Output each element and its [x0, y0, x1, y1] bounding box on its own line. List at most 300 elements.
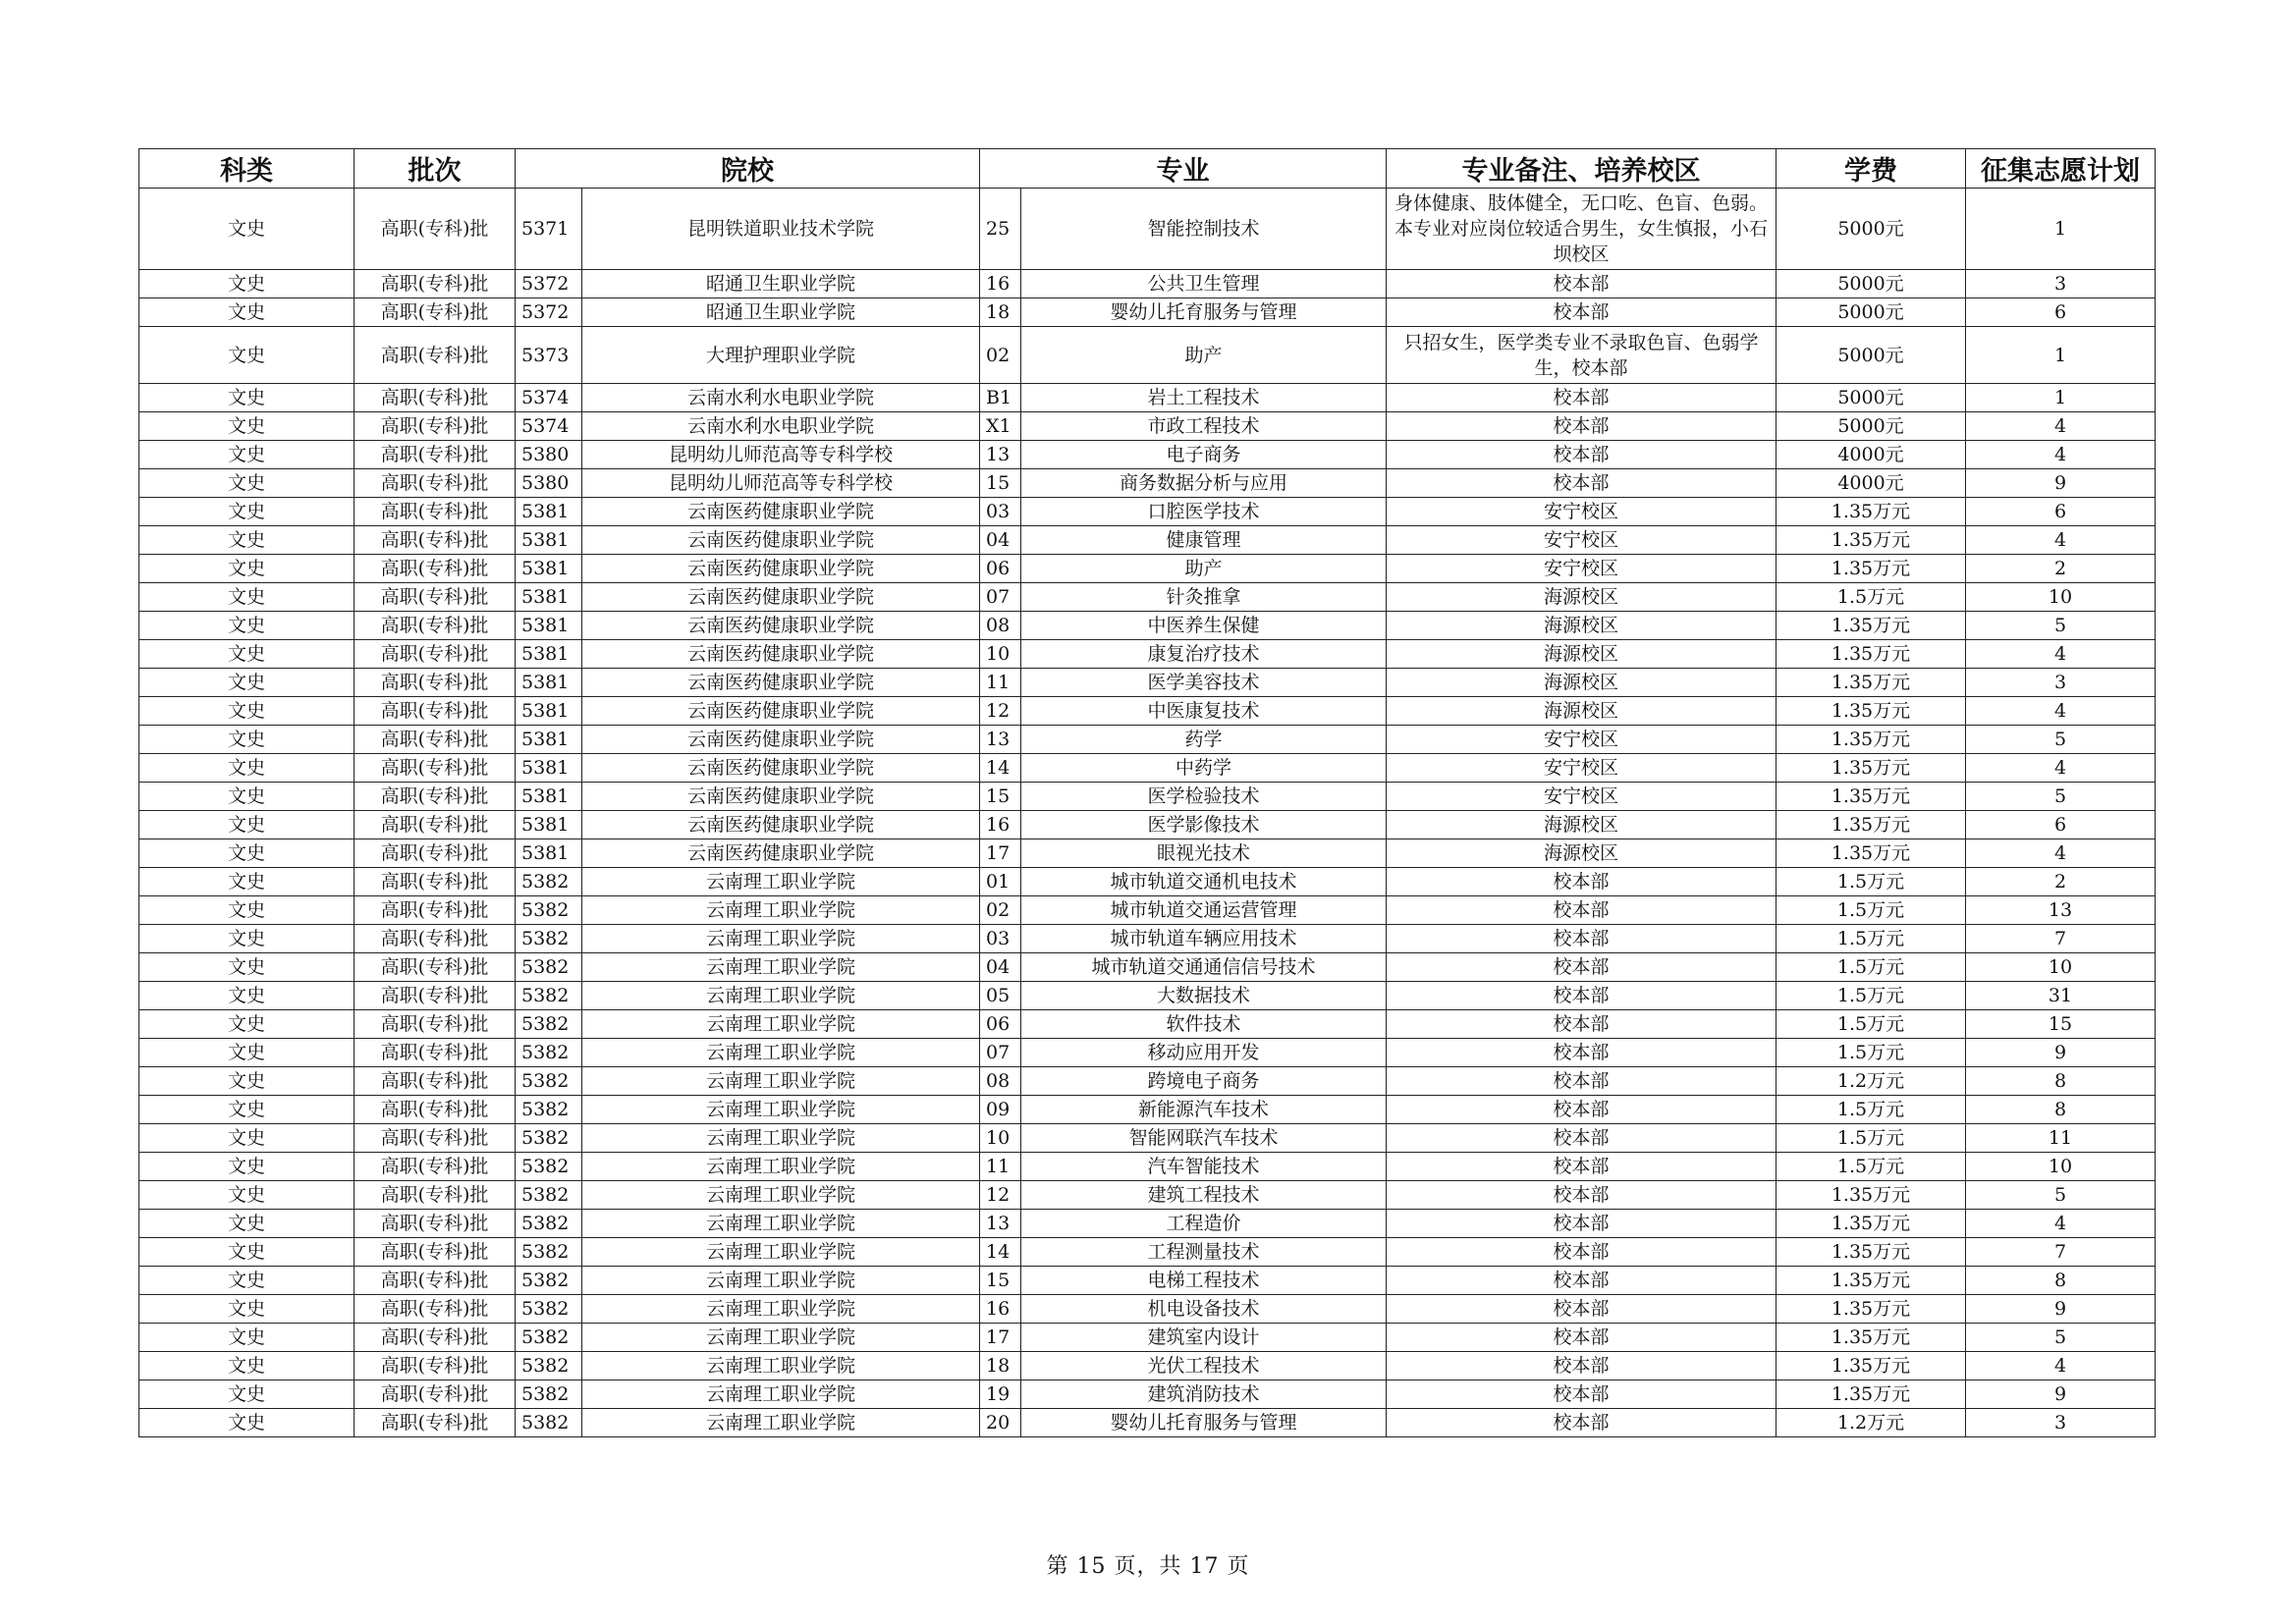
cell-category: 文史: [139, 1267, 355, 1295]
cell-tuition: 1.35万元: [1777, 839, 1966, 868]
cell-school-code: 5380: [516, 441, 582, 469]
table-header-row: [139, 149, 2156, 189]
cell-plan-count: 10: [1966, 1153, 2156, 1181]
cell-tuition: 1.5万元: [1777, 896, 1966, 925]
cell-major-code: 15: [980, 1267, 1021, 1295]
cell-batch: 高职(专科)批: [355, 669, 516, 697]
cell-school-code: 5382: [516, 1124, 582, 1153]
cell-batch: 高职(专科)批: [355, 1010, 516, 1039]
table-body: [139, 189, 2156, 1437]
cell-school-name: 云南理工职业学院: [582, 1380, 980, 1409]
cell-major-name: 城市轨道交通运营管理: [1021, 896, 1387, 925]
cell-school-name: 云南理工职业学院: [582, 1124, 980, 1153]
cell-school-name: 云南理工职业学院: [582, 1153, 980, 1181]
cell-major-name: 城市轨道车辆应用技术: [1021, 925, 1387, 953]
cell-school-code: 5381: [516, 697, 582, 726]
table-row: [139, 754, 2156, 783]
cell-category: 文史: [139, 868, 355, 896]
cell-major-name: 康复治疗技术: [1021, 640, 1387, 669]
cell-notes-campus: 安宁校区: [1387, 754, 1777, 783]
cell-notes-campus: 海源校区: [1387, 839, 1777, 868]
cell-school-code: 5381: [516, 811, 582, 839]
cell-batch: 高职(专科)批: [355, 1324, 516, 1352]
cell-plan-count: 8: [1966, 1067, 2156, 1096]
cell-major-code: 08: [980, 1067, 1021, 1096]
cell-notes-campus: 安宁校区: [1387, 726, 1777, 754]
cell-plan-count: 3: [1966, 270, 2156, 298]
cell-school-code: 5382: [516, 1181, 582, 1210]
cell-school-code: 5374: [516, 384, 582, 412]
cell-school-code: 5382: [516, 1267, 582, 1295]
cell-tuition: 1.35万元: [1777, 1210, 1966, 1238]
cell-major-code: X1: [980, 412, 1021, 441]
cell-school-code: 5373: [516, 327, 582, 384]
cell-school-code: 5381: [516, 839, 582, 868]
cell-major-code: 13: [980, 1210, 1021, 1238]
cell-school-name: 昆明铁道职业技术学院: [582, 189, 980, 270]
cell-tuition: 1.5万元: [1777, 583, 1966, 612]
cell-category: 文史: [139, 1409, 355, 1437]
cell-major-name: 汽车智能技术: [1021, 1153, 1387, 1181]
cell-notes-campus: 校本部: [1387, 1124, 1777, 1153]
cell-major-code: 09: [980, 1096, 1021, 1124]
cell-major-code: 17: [980, 839, 1021, 868]
cell-school-name: 云南理工职业学院: [582, 1295, 980, 1324]
cell-notes-campus: 身体健康、肢体健全，无口吃、色盲、色弱。本专业对应岗位较适合男生，女生慎报，小石坝校区: [1387, 189, 1777, 270]
cell-major-name: 商务数据分析与应用: [1021, 469, 1387, 498]
cell-batch: 高职(专科)批: [355, 982, 516, 1010]
cell-major-code: 16: [980, 811, 1021, 839]
cell-major-code: 06: [980, 1010, 1021, 1039]
cell-major-code: 25: [980, 189, 1021, 270]
cell-plan-count: 31: [1966, 982, 2156, 1010]
table-row: [139, 526, 2156, 555]
cell-tuition: 1.5万元: [1777, 1124, 1966, 1153]
cell-batch: 高职(专科)批: [355, 441, 516, 469]
cell-school-name: 云南医药健康职业学院: [582, 726, 980, 754]
table-row: [139, 441, 2156, 469]
cell-school-name: 云南理工职业学院: [582, 868, 980, 896]
table-row: [139, 669, 2156, 697]
table-row: [139, 1409, 2156, 1437]
cell-major-code: 12: [980, 1181, 1021, 1210]
table-row: [139, 327, 2156, 384]
cell-major-name: 大数据技术: [1021, 982, 1387, 1010]
cell-category: 文史: [139, 1238, 355, 1267]
cell-plan-count: 13: [1966, 896, 2156, 925]
cell-notes-campus: 只招女生，医学类专业不录取色盲、色弱学生，校本部: [1387, 327, 1777, 384]
cell-category: 文史: [139, 1096, 355, 1124]
cell-major-code: 07: [980, 1039, 1021, 1067]
cell-batch: 高职(专科)批: [355, 1238, 516, 1267]
cell-category: 文史: [139, 384, 355, 412]
cell-category: 文史: [139, 498, 355, 526]
cell-batch: 高职(专科)批: [355, 1181, 516, 1210]
table-row: [139, 189, 2156, 270]
table-row: [139, 953, 2156, 982]
cell-major-name: 市政工程技术: [1021, 412, 1387, 441]
cell-school-name: 云南理工职业学院: [582, 982, 980, 1010]
table-row: [139, 1067, 2156, 1096]
cell-school-name: 云南理工职业学院: [582, 1067, 980, 1096]
cell-school-code: 5382: [516, 1295, 582, 1324]
cell-category: 文史: [139, 526, 355, 555]
cell-major-name: 中医养生保健: [1021, 612, 1387, 640]
cell-category: 文史: [139, 896, 355, 925]
cell-school-code: 5382: [516, 1380, 582, 1409]
cell-major-code: 06: [980, 555, 1021, 583]
cell-plan-count: 8: [1966, 1267, 2156, 1295]
cell-major-name: 光伏工程技术: [1021, 1352, 1387, 1380]
cell-notes-campus: 校本部: [1387, 1067, 1777, 1096]
cell-batch: 高职(专科)批: [355, 583, 516, 612]
cell-batch: 高职(专科)批: [355, 384, 516, 412]
header-plan: 征集志愿计划: [1966, 149, 2156, 189]
cell-batch: 高职(专科)批: [355, 925, 516, 953]
cell-tuition: 1.35万元: [1777, 1238, 1966, 1267]
cell-batch: 高职(专科)批: [355, 270, 516, 298]
cell-tuition: 5000元: [1777, 327, 1966, 384]
cell-school-code: 5371: [516, 189, 582, 270]
cell-major-code: 05: [980, 982, 1021, 1010]
cell-notes-campus: 校本部: [1387, 412, 1777, 441]
cell-notes-campus: 校本部: [1387, 1380, 1777, 1409]
cell-major-name: 城市轨道交通通信信号技术: [1021, 953, 1387, 982]
table-row: [139, 726, 2156, 754]
cell-school-name: 云南理工职业学院: [582, 1352, 980, 1380]
cell-school-code: 5381: [516, 612, 582, 640]
cell-batch: 高职(专科)批: [355, 1039, 516, 1067]
cell-plan-count: 10: [1966, 583, 2156, 612]
header-tuition: 学费: [1777, 149, 1966, 189]
cell-major-name: 口腔医学技术: [1021, 498, 1387, 526]
cell-notes-campus: 校本部: [1387, 953, 1777, 982]
cell-school-code: 5382: [516, 1010, 582, 1039]
cell-school-code: 5381: [516, 726, 582, 754]
cell-major-name: 助产: [1021, 555, 1387, 583]
cell-school-name: 昆明幼儿师范高等专科学校: [582, 441, 980, 469]
cell-major-name: 城市轨道交通机电技术: [1021, 868, 1387, 896]
cell-major-code: 14: [980, 754, 1021, 783]
cell-major-name: 助产: [1021, 327, 1387, 384]
table-row: [139, 982, 2156, 1010]
cell-major-name: 建筑工程技术: [1021, 1181, 1387, 1210]
cell-school-name: 大理护理职业学院: [582, 327, 980, 384]
cell-category: 文史: [139, 555, 355, 583]
cell-tuition: 1.35万元: [1777, 1324, 1966, 1352]
table-row: [139, 298, 2156, 327]
cell-major-code: 03: [980, 498, 1021, 526]
cell-major-name: 医学美容技术: [1021, 669, 1387, 697]
cell-batch: 高职(专科)批: [355, 811, 516, 839]
cell-tuition: 1.5万元: [1777, 982, 1966, 1010]
cell-plan-count: 4: [1966, 754, 2156, 783]
cell-major-name: 公共卫生管理: [1021, 270, 1387, 298]
cell-school-name: 云南理工职业学院: [582, 1010, 980, 1039]
cell-plan-count: 7: [1966, 925, 2156, 953]
cell-major-code: 01: [980, 868, 1021, 896]
cell-major-name: 智能控制技术: [1021, 189, 1387, 270]
cell-batch: 高职(专科)批: [355, 1380, 516, 1409]
cell-notes-campus: 安宁校区: [1387, 526, 1777, 555]
cell-category: 文史: [139, 469, 355, 498]
cell-category: 文史: [139, 640, 355, 669]
cell-school-code: 5382: [516, 1096, 582, 1124]
table-row: [139, 583, 2156, 612]
cell-major-code: 10: [980, 640, 1021, 669]
cell-plan-count: 15: [1966, 1010, 2156, 1039]
table-row: [139, 925, 2156, 953]
cell-plan-count: 4: [1966, 526, 2156, 555]
cell-batch: 高职(专科)批: [355, 1409, 516, 1437]
cell-category: 文史: [139, 1324, 355, 1352]
cell-school-code: 5372: [516, 270, 582, 298]
cell-notes-campus: 安宁校区: [1387, 498, 1777, 526]
admission-plan-table: [138, 148, 2156, 1437]
cell-school-name: 昭通卫生职业学院: [582, 270, 980, 298]
cell-notes-campus: 校本部: [1387, 1153, 1777, 1181]
cell-school-code: 5382: [516, 868, 582, 896]
cell-tuition: 1.5万元: [1777, 1039, 1966, 1067]
cell-major-name: 软件技术: [1021, 1010, 1387, 1039]
cell-major-code: 16: [980, 1295, 1021, 1324]
cell-major-name: 岩土工程技术: [1021, 384, 1387, 412]
cell-notes-campus: 校本部: [1387, 384, 1777, 412]
cell-tuition: 1.5万元: [1777, 953, 1966, 982]
cell-major-code: 11: [980, 669, 1021, 697]
cell-batch: 高职(专科)批: [355, 783, 516, 811]
cell-category: 文史: [139, 1153, 355, 1181]
cell-major-code: 07: [980, 583, 1021, 612]
table-row: [139, 384, 2156, 412]
cell-batch: 高职(专科)批: [355, 555, 516, 583]
cell-school-code: 5382: [516, 1210, 582, 1238]
cell-category: 文史: [139, 754, 355, 783]
cell-school-name: 云南理工职业学院: [582, 1267, 980, 1295]
cell-batch: 高职(专科)批: [355, 1352, 516, 1380]
cell-school-code: 5382: [516, 1153, 582, 1181]
table-row: [139, 1039, 2156, 1067]
cell-category: 文史: [139, 1067, 355, 1096]
cell-tuition: 1.5万元: [1777, 1010, 1966, 1039]
cell-major-name: 建筑室内设计: [1021, 1324, 1387, 1352]
cell-notes-campus: 安宁校区: [1387, 555, 1777, 583]
cell-category: 文史: [139, 697, 355, 726]
cell-batch: 高职(专科)批: [355, 953, 516, 982]
table-row: [139, 469, 2156, 498]
cell-category: 文史: [139, 1380, 355, 1409]
cell-major-code: 04: [980, 526, 1021, 555]
cell-major-code: 16: [980, 270, 1021, 298]
cell-batch: 高职(专科)批: [355, 327, 516, 384]
cell-notes-campus: 校本部: [1387, 982, 1777, 1010]
cell-school-name: 云南理工职业学院: [582, 1324, 980, 1352]
cell-plan-count: 4: [1966, 1352, 2156, 1380]
cell-school-name: 云南医药健康职业学院: [582, 555, 980, 583]
cell-tuition: 1.35万元: [1777, 726, 1966, 754]
cell-major-name: 移动应用开发: [1021, 1039, 1387, 1067]
cell-plan-count: 11: [1966, 1124, 2156, 1153]
cell-batch: 高职(专科)批: [355, 839, 516, 868]
cell-school-name: 云南医药健康职业学院: [582, 526, 980, 555]
table-row: [139, 1295, 2156, 1324]
cell-batch: 高职(专科)批: [355, 1267, 516, 1295]
cell-notes-campus: 校本部: [1387, 868, 1777, 896]
cell-notes-campus: 校本部: [1387, 925, 1777, 953]
cell-batch: 高职(专科)批: [355, 896, 516, 925]
cell-category: 文史: [139, 839, 355, 868]
cell-major-code: 02: [980, 327, 1021, 384]
cell-tuition: 1.35万元: [1777, 697, 1966, 726]
cell-major-name: 眼视光技术: [1021, 839, 1387, 868]
cell-plan-count: 6: [1966, 298, 2156, 327]
table-row: [139, 555, 2156, 583]
cell-school-code: 5380: [516, 469, 582, 498]
cell-school-name: 云南医药健康职业学院: [582, 669, 980, 697]
cell-notes-campus: 校本部: [1387, 1096, 1777, 1124]
cell-notes-campus: 海源校区: [1387, 640, 1777, 669]
cell-plan-count: 1: [1966, 327, 2156, 384]
cell-school-name: 云南理工职业学院: [582, 1409, 980, 1437]
cell-school-name: 云南医药健康职业学院: [582, 754, 980, 783]
table-row: [139, 697, 2156, 726]
cell-major-name: 工程造价: [1021, 1210, 1387, 1238]
table-row: [139, 1096, 2156, 1124]
cell-plan-count: 10: [1966, 953, 2156, 982]
cell-category: 文史: [139, 1039, 355, 1067]
cell-major-name: 机电设备技术: [1021, 1295, 1387, 1324]
cell-school-code: 5381: [516, 555, 582, 583]
cell-tuition: 1.35万元: [1777, 811, 1966, 839]
cell-major-name: 工程测量技术: [1021, 1238, 1387, 1267]
cell-category: 文史: [139, 1010, 355, 1039]
cell-plan-count: 4: [1966, 441, 2156, 469]
cell-school-code: 5381: [516, 754, 582, 783]
cell-notes-campus: 校本部: [1387, 1210, 1777, 1238]
cell-tuition: 1.2万元: [1777, 1409, 1966, 1437]
cell-school-code: 5382: [516, 1324, 582, 1352]
cell-school-name: 云南理工职业学院: [582, 1238, 980, 1267]
cell-major-name: 婴幼儿托育服务与管理: [1021, 1409, 1387, 1437]
cell-major-code: 10: [980, 1124, 1021, 1153]
header-school: 院校: [516, 149, 980, 189]
cell-batch: 高职(专科)批: [355, 298, 516, 327]
cell-tuition: 1.5万元: [1777, 925, 1966, 953]
cell-batch: 高职(专科)批: [355, 526, 516, 555]
cell-major-name: 电梯工程技术: [1021, 1267, 1387, 1295]
cell-notes-campus: 校本部: [1387, 469, 1777, 498]
cell-school-name: 云南理工职业学院: [582, 1181, 980, 1210]
cell-tuition: 1.35万元: [1777, 669, 1966, 697]
table-row: [139, 1010, 2156, 1039]
cell-plan-count: 4: [1966, 697, 2156, 726]
cell-plan-count: 4: [1966, 1210, 2156, 1238]
cell-tuition: 5000元: [1777, 384, 1966, 412]
cell-category: 文史: [139, 298, 355, 327]
cell-category: 文史: [139, 1181, 355, 1210]
cell-major-code: 17: [980, 1324, 1021, 1352]
cell-major-name: 智能网联汽车技术: [1021, 1124, 1387, 1153]
cell-notes-campus: 校本部: [1387, 1409, 1777, 1437]
cell-plan-count: 2: [1966, 555, 2156, 583]
cell-notes-campus: 校本部: [1387, 1181, 1777, 1210]
cell-notes-campus: 海源校区: [1387, 612, 1777, 640]
cell-notes-campus: 校本部: [1387, 1267, 1777, 1295]
cell-category: 文史: [139, 441, 355, 469]
cell-plan-count: 1: [1966, 384, 2156, 412]
cell-batch: 高职(专科)批: [355, 697, 516, 726]
cell-plan-count: 9: [1966, 469, 2156, 498]
cell-major-code: 12: [980, 697, 1021, 726]
cell-tuition: 1.35万元: [1777, 555, 1966, 583]
cell-notes-campus: 校本部: [1387, 1039, 1777, 1067]
cell-batch: 高职(专科)批: [355, 754, 516, 783]
table-row: [139, 1352, 2156, 1380]
cell-batch: 高职(专科)批: [355, 1096, 516, 1124]
cell-tuition: 1.35万元: [1777, 783, 1966, 811]
cell-batch: 高职(专科)批: [355, 1067, 516, 1096]
cell-tuition: 1.35万元: [1777, 1181, 1966, 1210]
cell-plan-count: 2: [1966, 868, 2156, 896]
cell-plan-count: 4: [1966, 412, 2156, 441]
cell-tuition: 1.35万元: [1777, 1380, 1966, 1409]
cell-plan-count: 9: [1966, 1295, 2156, 1324]
cell-school-code: 5381: [516, 640, 582, 669]
cell-school-code: 5372: [516, 298, 582, 327]
table-row: [139, 811, 2156, 839]
cell-plan-count: 5: [1966, 1324, 2156, 1352]
cell-school-name: 云南理工职业学院: [582, 925, 980, 953]
cell-category: 文史: [139, 1295, 355, 1324]
cell-major-name: 跨境电子商务: [1021, 1067, 1387, 1096]
cell-school-code: 5382: [516, 953, 582, 982]
cell-school-name: 云南水利水电职业学院: [582, 384, 980, 412]
cell-tuition: 5000元: [1777, 189, 1966, 270]
cell-major-code: 11: [980, 1153, 1021, 1181]
cell-category: 文史: [139, 982, 355, 1010]
cell-school-code: 5374: [516, 412, 582, 441]
cell-notes-campus: 海源校区: [1387, 583, 1777, 612]
cell-major-code: 18: [980, 1352, 1021, 1380]
cell-plan-count: 7: [1966, 1238, 2156, 1267]
cell-school-name: 云南医药健康职业学院: [582, 640, 980, 669]
cell-tuition: 5000元: [1777, 298, 1966, 327]
cell-school-code: 5381: [516, 526, 582, 555]
table-row: [139, 1267, 2156, 1295]
header-batch: 批次: [355, 149, 516, 189]
cell-batch: 高职(专科)批: [355, 498, 516, 526]
cell-batch: 高职(专科)批: [355, 469, 516, 498]
cell-major-code: 15: [980, 783, 1021, 811]
cell-notes-campus: 校本部: [1387, 896, 1777, 925]
cell-major-name: 健康管理: [1021, 526, 1387, 555]
cell-school-code: 5382: [516, 982, 582, 1010]
cell-notes-campus: 校本部: [1387, 441, 1777, 469]
cell-major-name: 医学影像技术: [1021, 811, 1387, 839]
cell-category: 文史: [139, 669, 355, 697]
table-row: [139, 1238, 2156, 1267]
page-footer: 第 15 页，共 17 页: [1046, 1554, 1250, 1579]
cell-major-name: 针灸推拿: [1021, 583, 1387, 612]
cell-plan-count: 5: [1966, 726, 2156, 754]
cell-tuition: 1.2万元: [1777, 1067, 1966, 1096]
cell-major-name: 建筑消防技术: [1021, 1380, 1387, 1409]
cell-notes-campus: 海源校区: [1387, 697, 1777, 726]
cell-school-code: 5382: [516, 1067, 582, 1096]
cell-major-code: 04: [980, 953, 1021, 982]
cell-plan-count: 9: [1966, 1380, 2156, 1409]
cell-plan-count: 6: [1966, 498, 2156, 526]
